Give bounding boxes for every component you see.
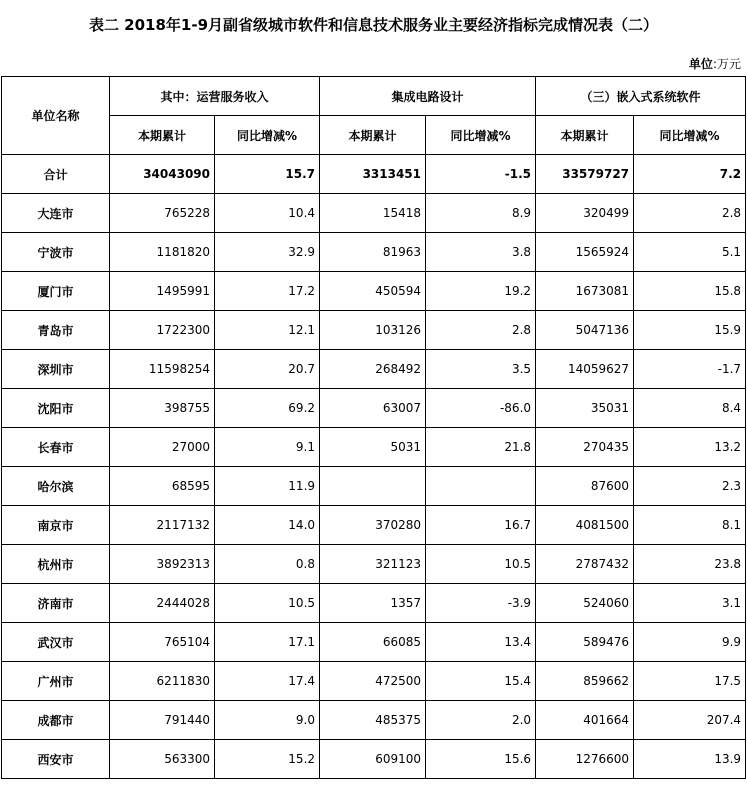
operation-service-yoy-cell: 20.7: [215, 350, 320, 389]
ic-design-yoy-cell: 3.8: [426, 233, 536, 272]
table-row: [2, 584, 746, 623]
embedded-software-cumulative-cell: 1673081: [536, 272, 634, 311]
header-cumulative: 本期累计: [536, 116, 634, 155]
city-cell: 青岛市: [2, 311, 110, 350]
ic-design-yoy-cell: -3.9: [426, 584, 536, 623]
ic-design-yoy-cell: -86.0: [426, 389, 536, 428]
table-row: [2, 623, 746, 662]
city-cell: 广州市: [2, 662, 110, 701]
table-row: [2, 545, 746, 584]
table-row: [2, 389, 746, 428]
operation-service-cumulative-cell: 11598254: [110, 350, 215, 389]
embedded-software-cumulative-cell: 320499: [536, 194, 634, 233]
operation-service-cumulative-cell: 765104: [110, 623, 215, 662]
operation-service-yoy-cell: 15.7: [215, 155, 320, 194]
operation-service-cumulative-cell: 2117132: [110, 506, 215, 545]
header-yoy: 同比增减%: [634, 116, 746, 155]
embedded-software-cumulative-cell: 524060: [536, 584, 634, 623]
header-cumulative: 本期累计: [110, 116, 215, 155]
operation-service-cumulative-cell: 3892313: [110, 545, 215, 584]
embedded-software-cumulative-cell: 1276600: [536, 740, 634, 779]
city-cell: 济南市: [2, 584, 110, 623]
operation-service-yoy-cell: 15.2: [215, 740, 320, 779]
embedded-software-yoy-cell: 8.4: [634, 389, 746, 428]
operation-service-yoy-cell: 9.0: [215, 701, 320, 740]
table-row: [2, 233, 746, 272]
operation-service-yoy-cell: 12.1: [215, 311, 320, 350]
unit-label: 单位: [688, 57, 713, 71]
city-cell: 成都市: [2, 701, 110, 740]
ic-design-yoy-cell: -1.5: [426, 155, 536, 194]
embedded-software-cumulative-cell: 1565924: [536, 233, 634, 272]
table-row: [2, 194, 746, 233]
ic-design-cumulative-cell: 472500: [320, 662, 426, 701]
ic-design-yoy-cell: 3.5: [426, 350, 536, 389]
embedded-software-yoy-cell: 2.8: [634, 194, 746, 233]
embedded-software-cumulative-cell: 270435: [536, 428, 634, 467]
ic-design-cumulative-cell: 1357: [320, 584, 426, 623]
operation-service-cumulative-cell: 34043090: [110, 155, 215, 194]
embedded-software-cumulative-cell: 33579727: [536, 155, 634, 194]
city-cell: 长春市: [2, 428, 110, 467]
operation-service-cumulative-cell: 68595: [110, 467, 215, 506]
operation-service-cumulative-cell: 563300: [110, 740, 215, 779]
city-cell: 大连市: [2, 194, 110, 233]
embedded-software-cumulative-cell: 4081500: [536, 506, 634, 545]
city-cell: 合计: [2, 155, 110, 194]
operation-service-cumulative-cell: 1722300: [110, 311, 215, 350]
embedded-software-yoy-cell: 207.4: [634, 701, 746, 740]
operation-service-cumulative-cell: 398755: [110, 389, 215, 428]
ic-design-yoy-cell: 2.0: [426, 701, 536, 740]
header-yoy: 同比增减%: [426, 116, 536, 155]
operation-service-cumulative-cell: 1181820: [110, 233, 215, 272]
ic-design-cumulative-cell: 63007: [320, 389, 426, 428]
city-cell: 深圳市: [2, 350, 110, 389]
table-row: [2, 740, 746, 779]
embedded-software-yoy-cell: 17.5: [634, 662, 746, 701]
ic-design-yoy-cell: 15.6: [426, 740, 536, 779]
ic-design-yoy-cell: 16.7: [426, 506, 536, 545]
ic-design-cumulative-cell: 66085: [320, 623, 426, 662]
city-cell: 沈阳市: [2, 389, 110, 428]
embedded-software-yoy-cell: 23.8: [634, 545, 746, 584]
embedded-software-cumulative-cell: 35031: [536, 389, 634, 428]
header-yoy: 同比增减%: [215, 116, 320, 155]
ic-design-cumulative-cell: 321123: [320, 545, 426, 584]
operation-service-cumulative-cell: 2444028: [110, 584, 215, 623]
ic-design-cumulative-cell: 3313451: [320, 155, 426, 194]
embedded-software-yoy-cell: 13.9: [634, 740, 746, 779]
table-row: [2, 272, 746, 311]
embedded-software-cumulative-cell: 87600: [536, 467, 634, 506]
embedded-software-yoy-cell: 15.8: [634, 272, 746, 311]
table-row: [2, 428, 746, 467]
header-cumulative: 本期累计: [320, 116, 426, 155]
operation-service-cumulative-cell: 765228: [110, 194, 215, 233]
ic-design-yoy-cell: [426, 467, 536, 506]
embedded-software-yoy-cell: -1.7: [634, 350, 746, 389]
operation-service-cumulative-cell: 1495991: [110, 272, 215, 311]
table-row: [2, 311, 746, 350]
operation-service-yoy-cell: 32.9: [215, 233, 320, 272]
city-cell: 西安市: [2, 740, 110, 779]
ic-design-cumulative-cell: 370280: [320, 506, 426, 545]
table-row: [2, 506, 746, 545]
operation-service-yoy-cell: 10.4: [215, 194, 320, 233]
table-row: [2, 662, 746, 701]
operation-service-cumulative-cell: 27000: [110, 428, 215, 467]
ic-design-cumulative-cell: 81963: [320, 233, 426, 272]
ic-design-cumulative-cell: 450594: [320, 272, 426, 311]
city-cell: 南京市: [2, 506, 110, 545]
operation-service-yoy-cell: 69.2: [215, 389, 320, 428]
ic-design-cumulative-cell: 485375: [320, 701, 426, 740]
city-cell: 杭州市: [2, 545, 110, 584]
ic-design-cumulative-cell: 15418: [320, 194, 426, 233]
embedded-software-yoy-cell: 8.1: [634, 506, 746, 545]
embedded-software-yoy-cell: 7.2: [634, 155, 746, 194]
table-row: [2, 350, 746, 389]
ic-design-cumulative-cell: 609100: [320, 740, 426, 779]
ic-design-yoy-cell: 15.4: [426, 662, 536, 701]
table-body: [2, 155, 746, 779]
ic-design-yoy-cell: 2.8: [426, 311, 536, 350]
header-group-ic-design: 集成电路设计: [320, 77, 536, 116]
header-group-operation-service: 其中：运营服务收入: [110, 77, 320, 116]
operation-service-yoy-cell: 11.9: [215, 467, 320, 506]
embedded-software-cumulative-cell: 401664: [536, 701, 634, 740]
ic-design-yoy-cell: 8.9: [426, 194, 536, 233]
embedded-software-yoy-cell: 5.1: [634, 233, 746, 272]
operation-service-yoy-cell: 9.1: [215, 428, 320, 467]
ic-design-yoy-cell: 13.4: [426, 623, 536, 662]
embedded-software-cumulative-cell: 589476: [536, 623, 634, 662]
embedded-software-cumulative-cell: 5047136: [536, 311, 634, 350]
operation-service-yoy-cell: 17.1: [215, 623, 320, 662]
operation-service-cumulative-cell: 791440: [110, 701, 215, 740]
operation-service-yoy-cell: 10.5: [215, 584, 320, 623]
data-table: [1, 76, 746, 779]
operation-service-cumulative-cell: 6211830: [110, 662, 215, 701]
ic-design-yoy-cell: 10.5: [426, 545, 536, 584]
unit-note: 单位:万元: [688, 57, 741, 71]
city-cell: 宁波市: [2, 233, 110, 272]
table-title: 表二 2018年1-9月副省级城市软件和信息技术服务业主要经济指标完成情况表（二）: [88, 16, 659, 34]
embedded-software-cumulative-cell: 2787432: [536, 545, 634, 584]
embedded-software-yoy-cell: 15.9: [634, 311, 746, 350]
operation-service-yoy-cell: 14.0: [215, 506, 320, 545]
ic-design-cumulative-cell: 103126: [320, 311, 426, 350]
city-cell: 哈尔滨: [2, 467, 110, 506]
operation-service-yoy-cell: 0.8: [215, 545, 320, 584]
table-row: [2, 467, 746, 506]
embedded-software-yoy-cell: 2.3: [634, 467, 746, 506]
ic-design-yoy-cell: 21.8: [426, 428, 536, 467]
ic-design-cumulative-cell: 268492: [320, 350, 426, 389]
embedded-software-yoy-cell: 9.9: [634, 623, 746, 662]
unit-value: 万元: [716, 57, 741, 71]
ic-design-cumulative-cell: [320, 467, 426, 506]
ic-design-cumulative-cell: 5031: [320, 428, 426, 467]
header-group-embedded-software: （三）嵌入式系统软件: [536, 77, 746, 116]
embedded-software-yoy-cell: 13.2: [634, 428, 746, 467]
operation-service-yoy-cell: 17.2: [215, 272, 320, 311]
header-city: 单位名称: [2, 77, 110, 155]
embedded-software-yoy-cell: 3.1: [634, 584, 746, 623]
ic-design-yoy-cell: 19.2: [426, 272, 536, 311]
embedded-software-cumulative-cell: 859662: [536, 662, 634, 701]
total-row: [2, 155, 746, 194]
city-cell: 厦门市: [2, 272, 110, 311]
operation-service-yoy-cell: 17.4: [215, 662, 320, 701]
city-cell: 武汉市: [2, 623, 110, 662]
table-row: [2, 701, 746, 740]
embedded-software-cumulative-cell: 14059627: [536, 350, 634, 389]
